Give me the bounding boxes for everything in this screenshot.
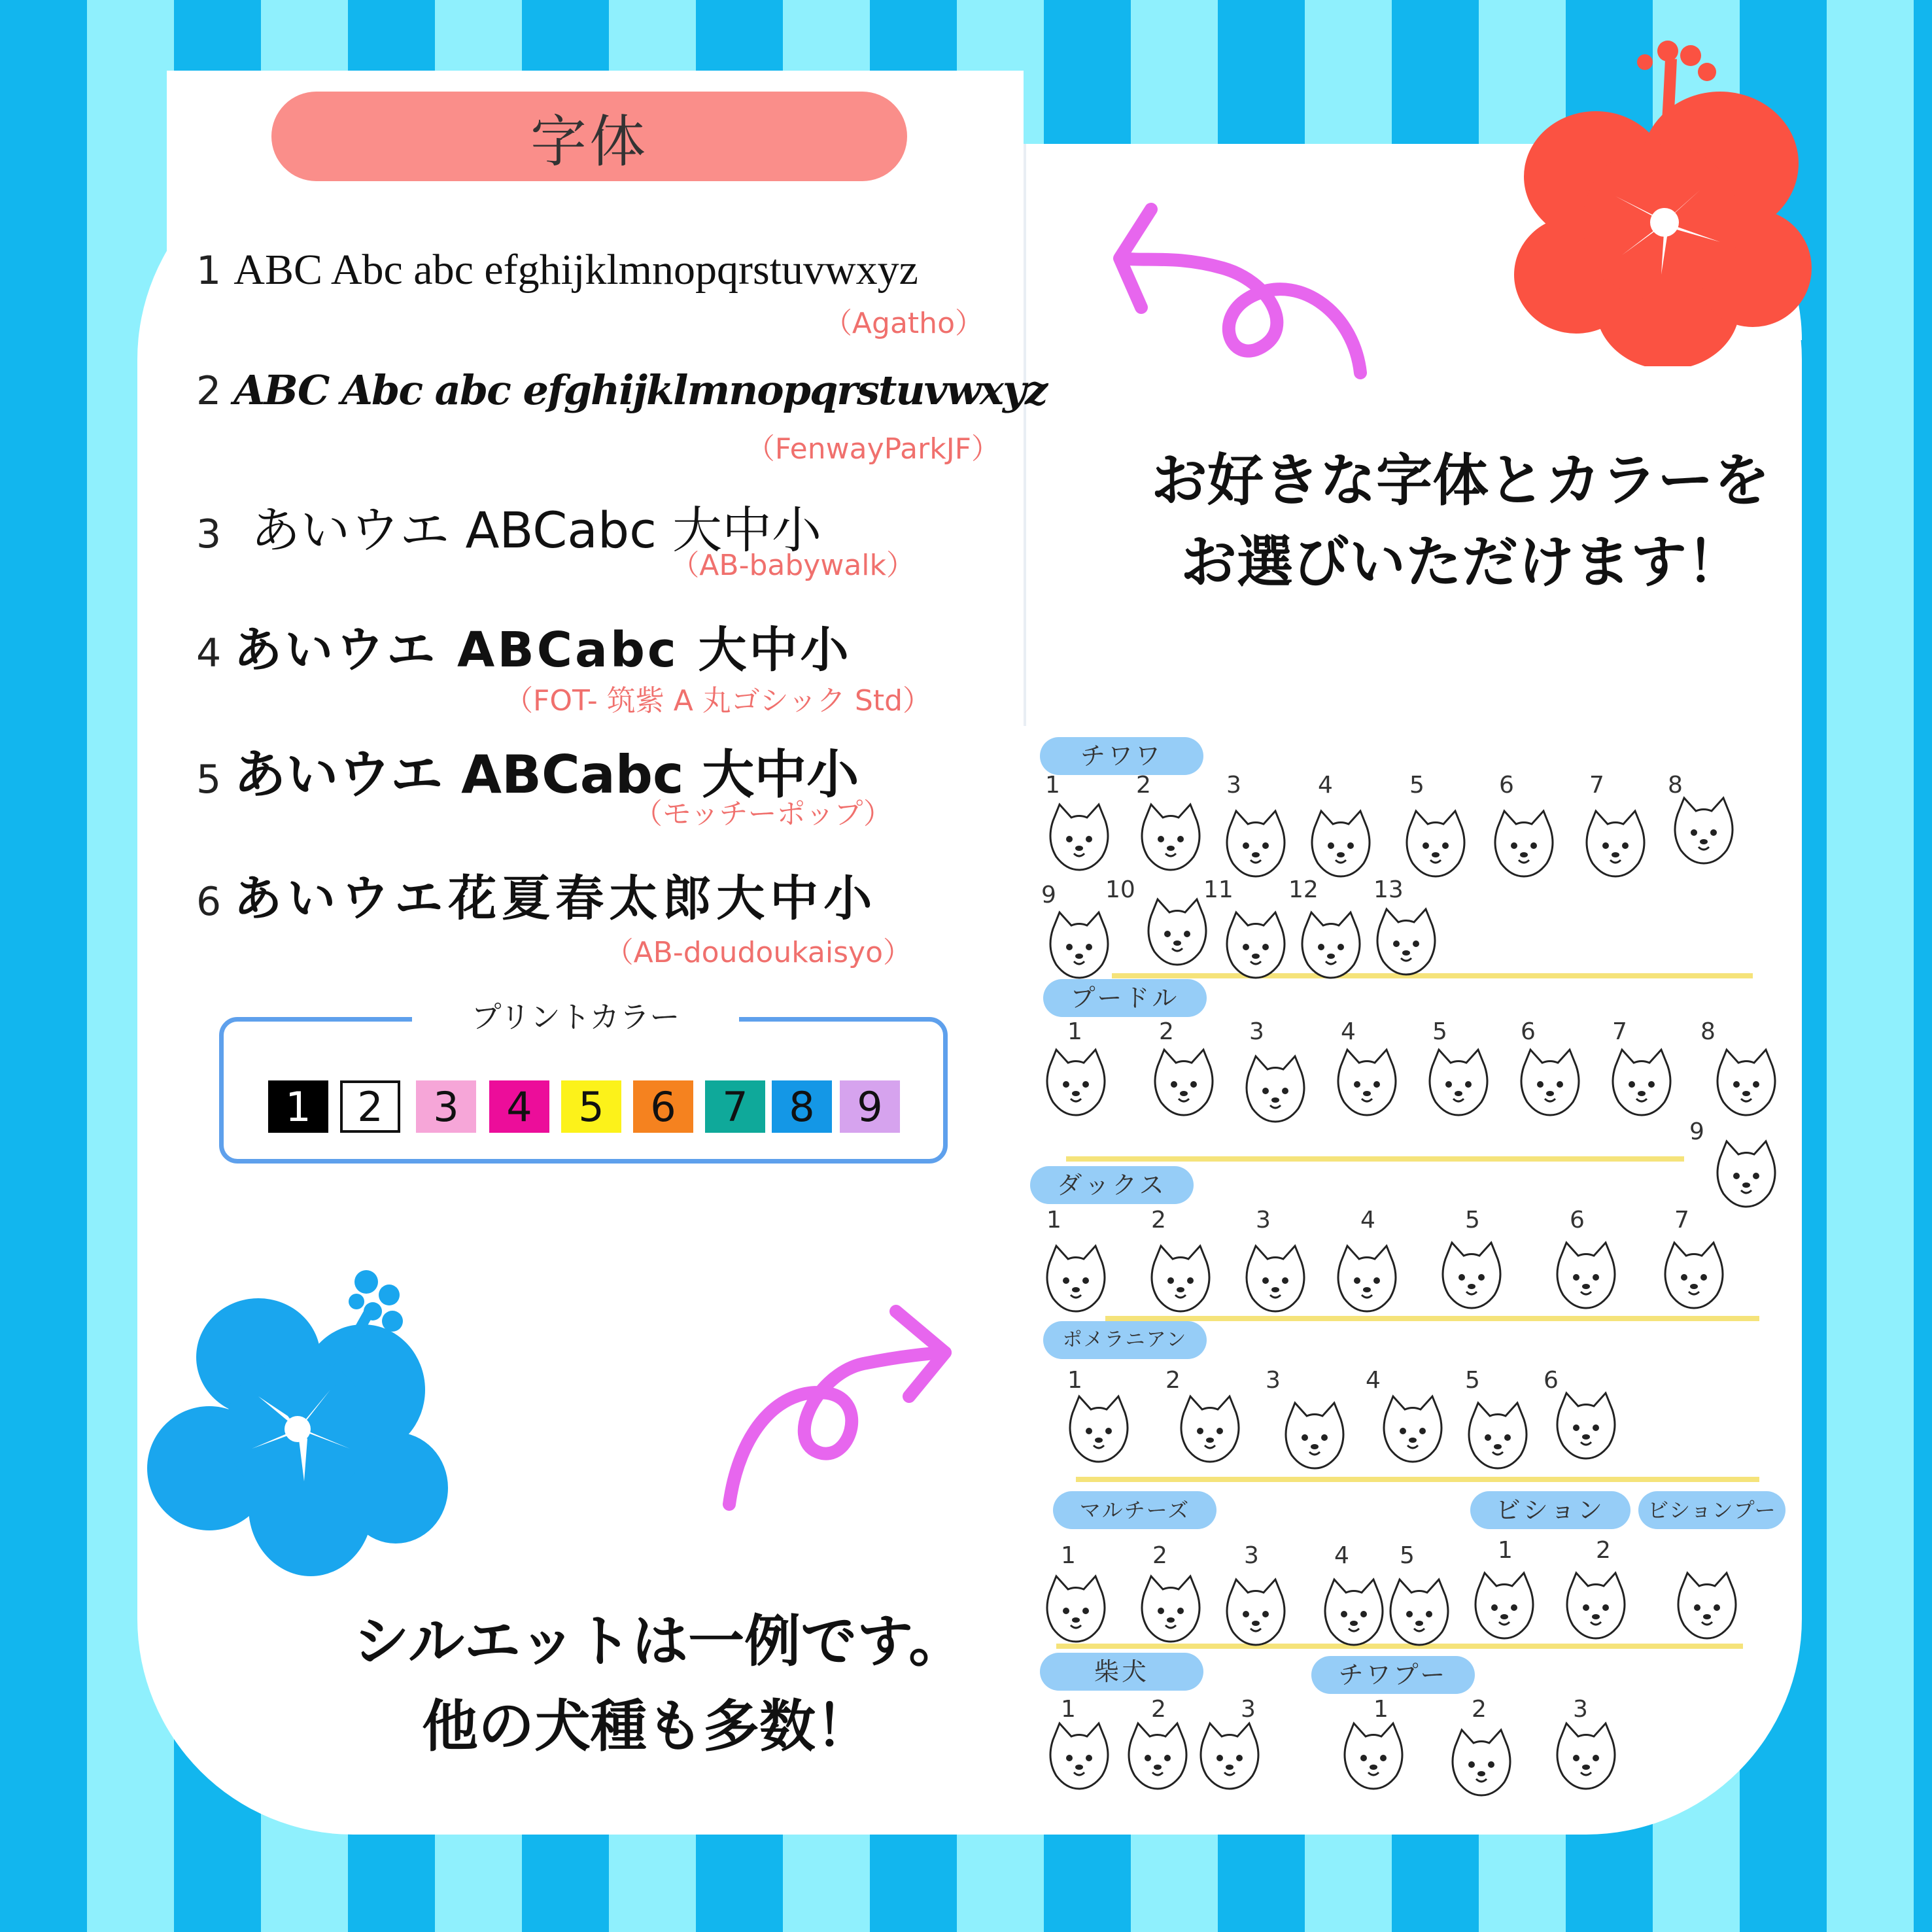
dog-face-icon (1367, 906, 1445, 978)
dog-face-icon (1171, 1393, 1249, 1465)
font-row-1 (196, 245, 918, 295)
dog-face-icon (1040, 909, 1118, 981)
dog-number: 7 (1674, 1207, 1689, 1233)
breed-pill-poodle: プードル (1043, 979, 1207, 1017)
breed-pill-dachshund: ダックス (1030, 1166, 1194, 1204)
dog-number: 6 (1499, 772, 1514, 799)
dog-number: 2 (1151, 1696, 1166, 1723)
separator-line (1105, 1316, 1759, 1321)
dog-number: 3 (1244, 1542, 1259, 1569)
font-number: 6 (196, 879, 222, 925)
dog-face-icon (1040, 801, 1118, 873)
left-message-line-1: シルエットは一例です。 (353, 1609, 965, 1674)
dog-face-icon (1216, 909, 1295, 981)
dog-number: 2 (1136, 772, 1151, 799)
font-number: 1 (196, 248, 222, 294)
dog-number: 2 (1151, 1207, 1166, 1233)
dog-face-icon (1576, 808, 1655, 880)
dog-face-icon (1602, 1046, 1681, 1118)
color-swatch-9: 9 (840, 1080, 900, 1133)
font-caption-6: （AB-doudoukaisyo） (604, 936, 912, 969)
dog-face-icon (1302, 808, 1380, 880)
dog-number: 5 (1432, 1018, 1447, 1045)
dog-number: 4 (1334, 1542, 1349, 1569)
dog-face-icon (1396, 808, 1475, 880)
dog-number: 2 (1152, 1542, 1167, 1569)
dog-number: 6 (1544, 1367, 1559, 1394)
dog-number: 7 (1612, 1018, 1627, 1045)
font-caption-2: （FenwayParkJF） (746, 432, 1000, 466)
dog-face-icon (1668, 1570, 1746, 1642)
color-swatch-5: 5 (561, 1080, 621, 1133)
dog-number: 4 (1366, 1367, 1381, 1394)
breed-pill-bichonpoo: ビションプー (1638, 1491, 1785, 1529)
dog-face-icon (1145, 1046, 1223, 1118)
dog-face-icon (1432, 1239, 1511, 1311)
dog-face-icon (1547, 1720, 1625, 1792)
font-sample: あいウエ ABCabc 大中小 (250, 501, 822, 559)
dog-number: 9 (1041, 882, 1056, 908)
dog-number: 4 (1341, 1018, 1356, 1045)
dog-number: 3 (1266, 1367, 1281, 1394)
dog-face-icon (1236, 1053, 1315, 1125)
dog-number: 5 (1465, 1207, 1480, 1233)
font-number: 2 (196, 368, 222, 414)
dog-face-icon (1557, 1570, 1635, 1642)
card-divider (1024, 144, 1026, 726)
breed-pill-maltese: マルチーズ (1053, 1491, 1216, 1529)
dog-number: 2 (1596, 1537, 1611, 1564)
dog-face-icon (1328, 1046, 1406, 1118)
breed-pill-chipoo: チワプー (1311, 1656, 1475, 1694)
color-swatch-3: 3 (416, 1080, 476, 1133)
font-caption-4: （FOT- 筑紫 A 丸ゴシック Std） (504, 684, 931, 717)
red-hibiscus-icon (1504, 33, 1818, 366)
dog-face-icon (1665, 795, 1743, 867)
dog-face-icon (1216, 808, 1295, 880)
dog-number: 1 (1046, 1207, 1061, 1233)
dog-number: 1 (1498, 1537, 1513, 1564)
dog-number: 3 (1573, 1696, 1588, 1723)
dog-number: 3 (1241, 1696, 1256, 1723)
dog-number: 1 (1373, 1696, 1389, 1723)
dog-number: 8 (1668, 772, 1683, 799)
color-swatch-1: 1 (268, 1080, 328, 1133)
font-sample: ABC Abc abc efghijklmnopqrstuvwxyz (233, 366, 1047, 414)
dog-number: 1 (1067, 1367, 1082, 1394)
dog-face-icon (1442, 1727, 1521, 1799)
dog-number: 3 (1249, 1018, 1264, 1045)
dog-number: 3 (1256, 1207, 1271, 1233)
dog-number: 9 (1689, 1118, 1704, 1145)
dog-number: 1 (1067, 1018, 1082, 1045)
dog-face-icon (1419, 1046, 1498, 1118)
dog-face-icon (1037, 1046, 1115, 1118)
dog-face-icon (1458, 1400, 1537, 1472)
dog-face-icon (1141, 1243, 1220, 1315)
dog-number: 1 (1045, 772, 1060, 799)
dog-number: 5 (1400, 1542, 1415, 1569)
dog-number: 8 (1700, 1018, 1716, 1045)
dog-face-icon (1131, 1573, 1210, 1645)
font-row-2 (196, 366, 1046, 414)
color-swatch-8: 8 (772, 1080, 832, 1133)
dog-number: 7 (1589, 772, 1604, 799)
separator-line (1066, 1156, 1684, 1162)
dog-face-icon (1236, 1243, 1315, 1315)
dog-face-icon (1373, 1393, 1452, 1465)
dog-number: 2 (1472, 1696, 1487, 1723)
color-swatch-6: 6 (633, 1080, 693, 1133)
dog-number: 3 (1226, 772, 1241, 799)
font-row-4 (196, 612, 852, 681)
dog-face-icon (1334, 1720, 1413, 1792)
breed-pill-bichon: ビション (1470, 1491, 1630, 1529)
dog-number: 6 (1521, 1018, 1536, 1045)
dog-face-icon (1060, 1393, 1138, 1465)
dog-face-icon (1655, 1239, 1733, 1311)
font-sample: あいウエ花夏春太郎大中小 (233, 871, 878, 927)
breed-pill-chihuahua: チワワ (1040, 737, 1203, 775)
font-title-pill (271, 92, 907, 181)
font-caption-3: （AB-babywalk） (670, 549, 915, 582)
dog-number: 2 (1165, 1367, 1181, 1394)
dog-face-icon (1547, 1390, 1625, 1462)
dog-face-icon (1511, 1046, 1589, 1118)
dog-face-icon (1275, 1400, 1354, 1472)
dog-face-icon (1328, 1243, 1406, 1315)
breed-pill-pomeranian: ポメラニアン (1043, 1321, 1207, 1359)
font-caption-1: （Agatho） (823, 307, 984, 340)
dog-face-icon (1707, 1046, 1785, 1118)
pink-arrow-right-icon (713, 1302, 961, 1524)
font-number: 3 (196, 511, 222, 557)
dog-face-icon (1292, 909, 1370, 981)
dog-number: 1 (1061, 1542, 1076, 1569)
dog-face-icon (1131, 801, 1210, 873)
left-message-line-2: 他の犬種も多数！ (422, 1694, 872, 1759)
dog-number: 10 (1105, 876, 1135, 903)
dog-number: 5 (1409, 772, 1424, 799)
dog-face-icon (1547, 1239, 1625, 1311)
separator-line (1076, 1477, 1759, 1482)
dog-face-icon (1465, 1570, 1544, 1642)
dog-face-icon (1190, 1720, 1269, 1792)
dog-number: 12 (1288, 876, 1319, 903)
blue-hibiscus-icon (147, 1252, 461, 1593)
dog-number: 13 (1373, 876, 1404, 903)
dog-face-icon (1037, 1573, 1115, 1645)
dog-number: 4 (1360, 1207, 1375, 1233)
dog-face-icon (1040, 1720, 1118, 1792)
color-swatch-2: 2 (340, 1080, 400, 1133)
dog-face-icon (1485, 808, 1563, 880)
dog-number: 5 (1465, 1367, 1480, 1394)
color-swatch-7: 7 (705, 1080, 765, 1133)
dog-face-icon (1380, 1576, 1458, 1648)
dog-face-icon (1037, 1243, 1115, 1315)
dog-number: 11 (1203, 876, 1233, 903)
dog-number: 4 (1318, 772, 1333, 799)
font-number: 4 (196, 630, 222, 676)
right-message-line-1: お好きな字体とカラーを (1151, 448, 1770, 513)
font-row-6 (196, 860, 877, 929)
font-sample: ABC Abc abc efghijklmnopqrstuvwxyz (233, 246, 918, 294)
dog-face-icon (1138, 896, 1216, 968)
dog-number: 1 (1061, 1696, 1076, 1723)
dog-face-icon (1216, 1576, 1295, 1648)
dog-face-icon (1707, 1138, 1785, 1210)
font-title: 字体 (530, 109, 648, 175)
right-message-line-2: お選びいただけます！ (1181, 530, 1743, 595)
color-swatch-4: 4 (489, 1080, 549, 1133)
font-caption-5: （モッチーポップ） (633, 797, 892, 831)
dog-number: 2 (1159, 1018, 1174, 1045)
font-sample: あいウエ ABCabc 大中小 (233, 622, 852, 678)
dog-number: 6 (1570, 1207, 1585, 1233)
dog-face-icon (1118, 1720, 1197, 1792)
breed-pill-shiba: 柴犬 (1040, 1653, 1203, 1691)
font-number: 5 (196, 757, 222, 802)
print-color-label: プリントカラー (412, 994, 739, 1040)
pink-arrow-left-icon (1105, 196, 1380, 392)
font-sample: あいウエ ABCabc 大中小 (233, 744, 859, 805)
